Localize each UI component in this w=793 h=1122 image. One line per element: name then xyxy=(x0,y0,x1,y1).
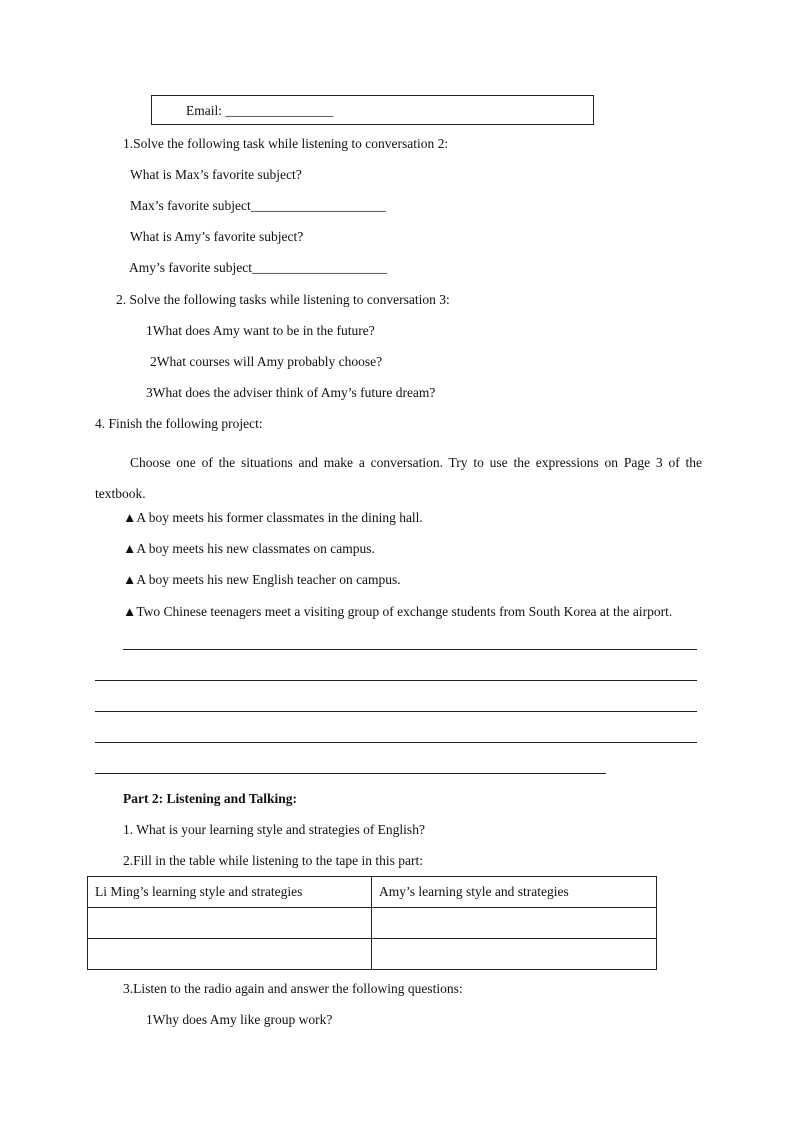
section1-answer-1: Max’s favorite subject____________________ xyxy=(130,198,386,213)
answer-line-1 xyxy=(123,649,697,650)
email-label: Email: ________________ xyxy=(186,103,334,118)
section1-answer-2: Amy’s favorite subject____________________ xyxy=(129,260,387,275)
answer-line-4 xyxy=(95,742,697,743)
situation-2: ▲A boy meets his new classmates on campus. xyxy=(123,541,375,556)
table-row xyxy=(88,939,657,970)
answer-line-2 xyxy=(95,680,697,681)
answer-line-5 xyxy=(95,773,606,774)
part2-question-3-item-1: 1Why does Amy like group work? xyxy=(146,1012,333,1027)
section1-instruction: 1.Solve the following task while listening to conversation 2: xyxy=(123,136,449,151)
part2-question-1: 1. What is your learning style and strategies of English? xyxy=(123,822,425,837)
section1-question-2: What is Amy’s favorite subject? xyxy=(130,229,304,244)
answer-line-3 xyxy=(95,711,697,712)
table-row xyxy=(88,908,657,939)
situation-4: ▲Two Chinese teenagers meet a visiting group of exchange students from South Korea at the airport. xyxy=(123,604,673,619)
table-header-li-ming: Li Ming’s learning style and strategies xyxy=(88,877,372,908)
situation-3: ▲A boy meets his new English teacher on campus. xyxy=(123,572,401,587)
table-header-amy: Amy’s learning style and strategies xyxy=(372,877,657,908)
section2-question-1: 1What does Amy want to be in the future? xyxy=(146,323,375,338)
part2-question-3: 3.Listen to the radio again and answer the following questions: xyxy=(123,981,463,996)
part2-question-2: 2.Fill in the table while listening to the tape in this part: xyxy=(123,853,423,868)
situation-1: ▲A boy meets his former classmates in the dining hall. xyxy=(123,510,423,525)
section4-instruction: 4. Finish the following project: xyxy=(95,416,263,431)
section2-question-2: 2What courses will Amy probably choose? xyxy=(150,354,383,369)
section1-question-1: What is Max’s favorite subject? xyxy=(130,167,302,182)
section4-paragraph: Choose one of the situations and make a conversation. Try to use the expressions on Page 3 of the textbook. xyxy=(95,455,702,501)
table-cell[interactable] xyxy=(372,939,657,970)
section2-instruction: 2. Solve the following tasks while listening to conversation 3: xyxy=(116,292,450,307)
table-cell[interactable] xyxy=(372,908,657,939)
email-box xyxy=(151,95,594,125)
table-cell[interactable] xyxy=(88,908,372,939)
learning-style-table xyxy=(87,876,657,970)
part2-heading: Part 2: Listening and Talking: xyxy=(123,791,298,806)
table-header-row xyxy=(88,877,657,908)
table-cell[interactable] xyxy=(88,939,372,970)
section2-question-3: 3What does the adviser think of Amy’s future dream? xyxy=(146,385,436,400)
